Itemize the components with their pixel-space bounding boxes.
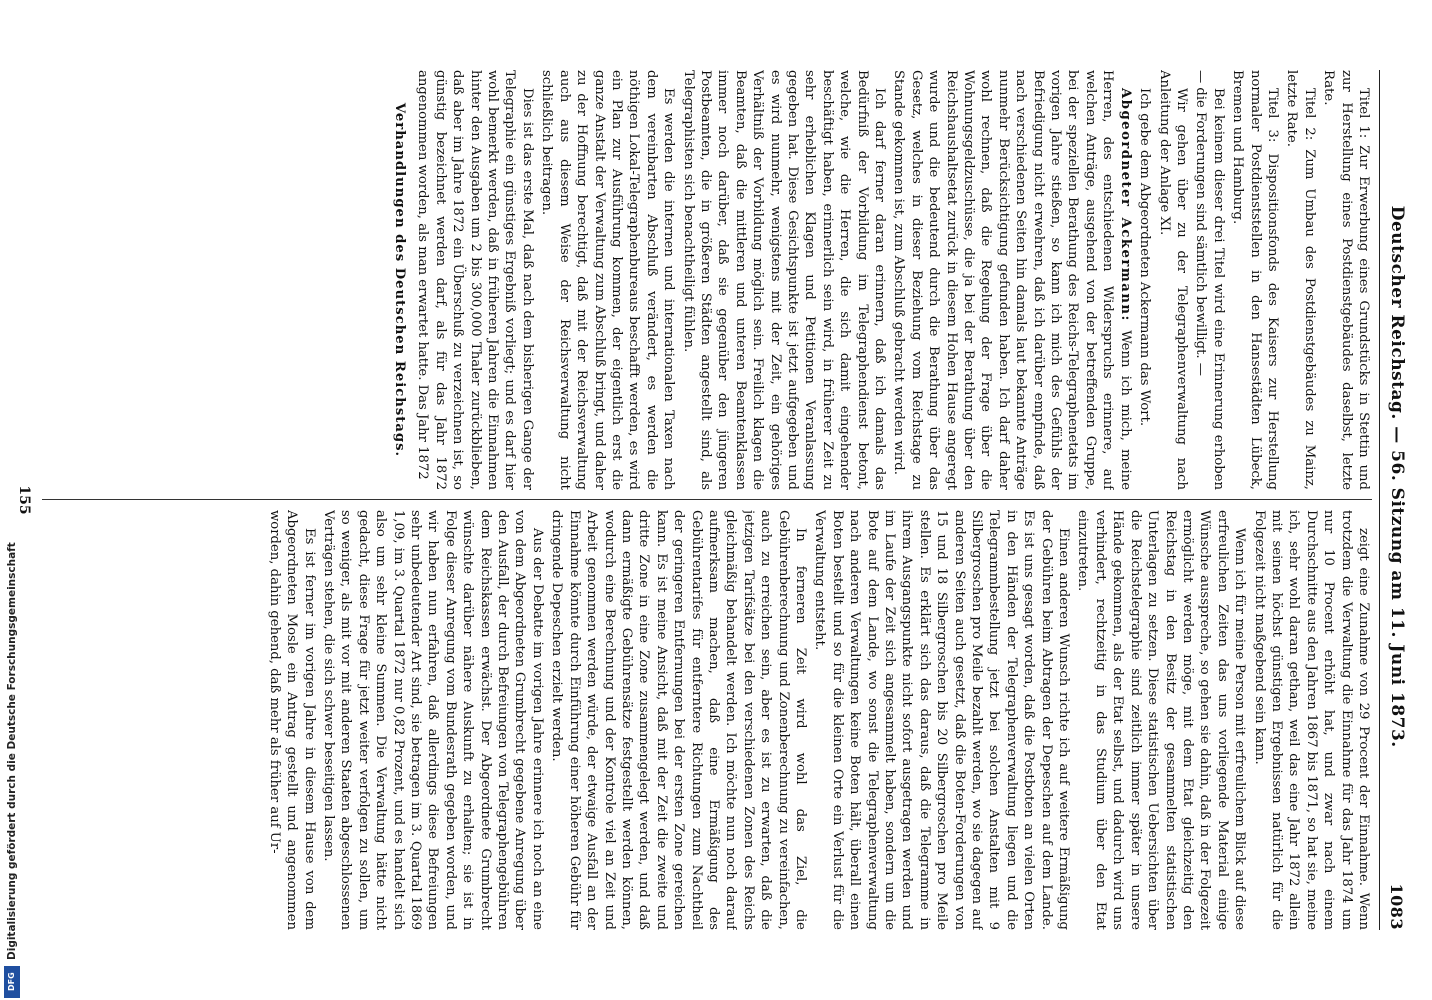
paragraph: Ich gebe dem Abgeordneten Ackermann das Wort. <box>1137 88 1153 427</box>
column-footer-title: Verhandlungen des Deutschen Reichstags. <box>392 102 408 458</box>
speaker-name: Abgeordneter Ackermann: <box>1117 88 1133 322</box>
page-header-title: Deutscher Reichstag. — 56. Sitzung am 11. Juni 1873. <box>1387 205 1407 748</box>
paragraph: Ich darf ferner daran erinnern, daß ich damals das Bedürfniß der Vorbildung im Telegraphendienst betont, welche, wie die Herren, die sich damit eingehender beschäftigt haben, erinnerlich sein wird, in früherer Zeit zu sehr erheblichen Klagen und Petitionen Veranlassung gegeben hat. Diese Gesichtspunkte ist jetzt aufgegeben und es wird nunmehr, wenigstens mit der Zeit, ein gehöriges Verhältniß der Vorbildung möglich sein. Freilich klagen die Beamten, daß die mittleren und unteren Beamtenklassen immer noch darüber, daß sie gegenüber den jüngeren Postbeamten, die in größeren Städten angestellt sind, als Telegraphisten sich benachtheiligt fühlen. <box>680 70 888 490</box>
paragraph: Titel 2: Zum Umbau des Postdienstgebäudes zu Mainz, letzte Rate. <box>1284 70 1317 490</box>
running-head <box>1384 70 1410 930</box>
paragraph: Es ist ferner im vorigen Jahre in diesem Hause von dem Abgeordneten Mosle ein Antrag gestellt und angenommen worden, dahin gehend, daß mehr als früher auf Ur- <box>266 510 317 930</box>
page-number: 1083 <box>1387 883 1407 930</box>
paragraph: Wenn ich für meine Person mit erfreulichem Blick auf diese erfreulichen Zeiten das uns vorliegende Material einige Wünsche ausspreche, so gehen sie dahin, daß in der Folgezeit ermöglicht werden möge, mit dem Etat gleichzeitig den Reichstag in den Besitz der gesammelten statistischen Unterlagen zu setzen. Diese statistischen Uebersichten über die Reichstelegraphie sind zeitlich immer später in unsere Hände gekommen, als der Etat selbst, und dadurch wird uns verhindert, rechtzeitig in das Studium über den Etat einzutreten. <box>1075 510 1248 930</box>
paragraph: zeigt eine Zunahme von 29 Procent der Einnahme. Wenn trotzdem die Verwaltung die Einnahme für das Jahr 1874 um nur 10 Procent erhöht hat, und zwar nach einem Durchschnitte aus den Jahren 1867 bis 1871, so hat sie, meine ich, sehr wohl daran gethan, weil das eine Jahr 1872 allein mit seinen höchst günstigen Ergebnissen natürlich für die Folgezeit nicht maßgebend sein kann. <box>1251 510 1371 930</box>
paragraph: Einen anderen Wunsch richte ich auf weitere Ermäßigung der Gebühren beim Abtragen der Depeschen auf dem Lande. Es ist uns gesagt worden, daß die Postboten an vielen Orten in den Händen der Telegraphenverwaltung liegen und die Telegrammbestellung jetzt bei solchen Anstalten mit 9 Silbergroschen pro Meile bezahlt werden, wo sie dagegen auf anderen Seiten auch gesetzt, daß die Boten-Forderungen von 15 und 18 Silbergroschen bis 20 Silbergroschen pro Meile stellen. Es erklärt sich das daraus, daß die Telegramme in ihrem Ausgangspunkte nicht sofort ausgetragen werden und im Laufe der Zeit sich angesammelt haben, sondern um die Bote auf dem Lande, wo sonst die Telegraphenverwaltung nach anderen Verwaltungen keine Boten hält, überall einen Boten bestellt und so für die kleinen Orte ein Verlust für die Verwaltung entsteht. <box>812 510 1072 930</box>
column-divider <box>22 490 1372 510</box>
left-column <box>32 70 1372 490</box>
speech-text: Wenn ich mich, meine Herren, des entschiedenen Widerspruchs erinnere, auf welchen Anträge, ausgehend von der betreffenden Gruppe, bei der speziellen Berathung des Reichs-Telegraphenetats im vorigen Jahre stießen, so kann ich mich des Gefühls der Befriedigung nicht erwehren, daß ich darüber empfinde, daß nach verschiedenen Seiten hin damals laut bekannte Anträge nunmehr Berücksichtigung gefunden haben. Ich darf daher wohl rechnen, daß die Regelung der Frage über die Wohnungsgeldzuschüsse, die ja bei der Berathung über den Reichshaushaltsetat zurück in diesem Hohen Hause angeregt wurde und die bedeutend durch die Berathung über das Gesetz, welches in dieser Beziehung vom Reichstage zu Stande gekommen ist, zum Abschluß gebracht werden wird. <box>891 70 1133 490</box>
right-column <box>32 510 1372 930</box>
paragraph: Dies ist das erste Mal, daß nach dem bisherigen Gange der Telegraphie ein günstiges Ergebniß vorliegt; und es darf hier wohl bemerkt werden, daß in früheren Jahren die Einnahmen hinter den Ausgaben um 2 bis 300,000 Thaler zurückblieben, daß aber im Jahre 1872 ein Überschuß zu verzeichnen ist, so günstig bezeichnet werden darf, als für das Jahr 1872 angenommen worden, als man erwartet hatte. Das Jahr 1872 <box>415 70 535 490</box>
paragraph: Wir gehen über zu der Telegraphenverwaltung nach Anleitung der Anlage XI. <box>1156 70 1189 490</box>
text-columns <box>22 70 1372 930</box>
dfg-logo-icon: DFG <box>4 966 20 998</box>
paragraph: Titel 3: Dispositionsfonds des Kaisers zur Herstellung normaler Postdienststellen in den Hansestädten Lübeck, Bremen und Hamburg. <box>1230 70 1280 490</box>
header-rule <box>1379 70 1380 930</box>
paragraph: Es werden die internen und internationalen Taxen nach dem vereinbarten Abschluß verändert, es werden die nöthigen Lokal-Telegraphenbureaus beschafft werden, es wird ein Plan zur Ausführung kommen, der eigentlich erst die ganze Anstalt der Verwaltung zum Abschluß bringt, und daher zu der Hoffnung berechtigt, daß mit der Reichsverwaltung auch aus diesem Weise der Reichsverwaltung nicht schließlich beitragen. <box>539 70 677 490</box>
paragraph: In ferneren Zeit wird wohl das Ziel, die Gebührenberechnung und Zonenberechnung zu vereinfachen, auch zu erreichen sein, aber es ist zu erwarten, daß die jetzigen Tarifsätze bei den verschiedenen Zonen des Reichs gleichmäßig behandelt werden. Ich möchte nun noch darauf aufmerksam machen, daß eine Ermäßigung des Gebührentarifes für entferntere Richtungen zum Nachtheil der geringeren Entfernungen bei der ersten Zone gereichen kann. Es ist meine Ansicht, daß mit der Zeit die zweite und dritte Zone in eine Zone zusammengelegt werden, und daß dann ermäßigte Gebührensätze festgestellt werden können, wodurch eine Berechnung und der Kontrole viel an Zeit und Arbeit genommen werden würde, der etwaige Ausfall an der Einnahme könnte durch Einführung einer höheren Gebühr für dringende Depeschen erzielt werden. <box>549 510 808 930</box>
sheet-number: 155 <box>16 485 32 515</box>
speech-paragraph <box>890 70 1134 490</box>
digitization-credit: Digitalisierung gefördert durch die Deutsche Forschungsgemeinschaft <box>6 542 18 960</box>
paragraph: Bei keinem dieser drei Titel wird eine Erinnerung erhoben — die Forderungen sind sämtlich bewilligt. — <box>1193 70 1226 490</box>
paragraph: Titel 1: Zur Erwerbung eines Grundstücks in Stettin und zur Herstellung eines Postdienstgebäudes daselbst, letzte Rate. <box>1321 70 1371 490</box>
paragraph: Aus der Debatte im vorigen Jahre erinnere ich noch an eine von dem Abgeordneten Grumbrecht gegebene Anregung über den Ausfall, der durch Befreiungen von Telegraphengebühren dem Reichskassen erwächst. Der Abgeordnete Grumbrecht wünschte darüber nähere Auskunft zu erhalten; sie ist in Folge dieser Anregung vom Bundesrath gegeben worden, und wir haben nun erfahren, daß allerdings diese Befreiungen sehr unbedeutender Art sind, sie betragen im 3. Quartal 1869 1,09, im 3. Quartal 1872 nur 0,82 Prozent, und es handelt sich also um sehr kleine Summen. Die Verwaltung hätte nicht gedacht, diese Frage für jetzt weiter verfolgen zu sollen, um so weniger, als mit vor mit anderen Staaten abgeschlossenen Verträgen stehen, die sich schwer beseitigen lassen. <box>321 510 545 930</box>
